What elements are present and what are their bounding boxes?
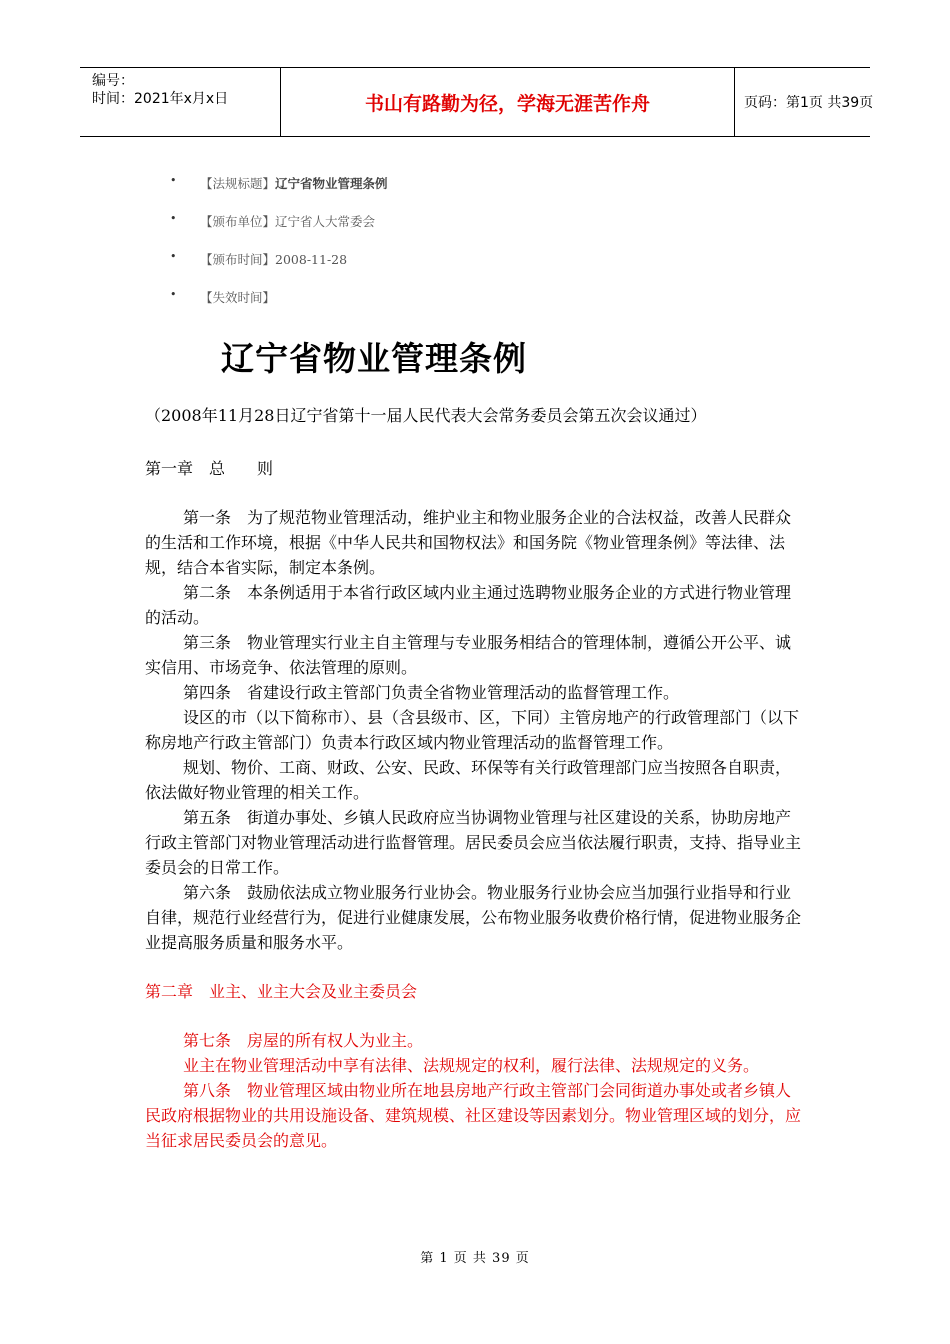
- bullet-icon: •: [170, 174, 177, 187]
- header-slogan: 书山有路勤为径，学海无涯苦作舟: [280, 68, 735, 136]
- bullet-icon: •: [170, 250, 177, 263]
- header-page-code: 页码：第1页 共39页: [744, 95, 874, 111]
- metadata-value: 辽宁省人大常委会: [275, 214, 376, 229]
- article-paragraph: 第三条 物业管理实行业主自主管理与专业服务相结合的管理体制，遵循公开公平、诚实信用、市场竞争、依法管理的原则。: [145, 633, 792, 677]
- bullet-icon: •: [170, 212, 177, 225]
- article-paragraph: 规划、物价、工商、财政、公安、民政、环保等有关行政管理部门应当按照各自职责，依法做好物业管理的相关工作。: [145, 758, 792, 802]
- metadata-value: 2008-11-28: [275, 252, 348, 267]
- metadata-label: 【颁布单位】: [200, 214, 276, 229]
- article-paragraph: 第八条 物业管理区域由物业所在地县房地产行政主管部门会同街道办事处或者乡镇人民政府根据物业的共用设施设备、建筑规模、社区建设等因素划分。物业管理区域的划分，应当征求居民委员会的意见。: [145, 1081, 802, 1150]
- article-paragraph: 设区的市（以下简称市）、县（含县级市、区，下同）主管房地产的行政管理部门（以下称房地产行政主管部门）负责本行政区域内物业管理活动的监督管理工作。: [145, 708, 800, 752]
- article-paragraph: 第一条 为了规范物业管理活动，维护业主和物业服务企业的合法权益，改善人民群众的生活和工作环境，根据《中华人民共和国物权法》和国务院《物业管理条例》等法律、法规，结合本省实际，制定本条例。: [145, 508, 792, 577]
- article-paragraph: 第四条 省建设行政主管部门负责全省物业管理活动的监督管理工作。: [183, 683, 680, 702]
- metadata-label: 【法规标题】: [200, 176, 276, 191]
- header-info: [80, 68, 280, 136]
- article-paragraph: 第五条 街道办事处、乡镇人民政府应当协调物业管理与社区建设的关系，协助房地产行政主管部门对物业管理活动进行监督管理。居民委员会应当依法履行职责，支持、指导业主委员会的日常工作。: [145, 808, 802, 877]
- header-number: 编号：: [92, 73, 134, 89]
- document-body: [145, 403, 805, 1153]
- page-footer: 第 1 页 共 39 页: [420, 1251, 530, 1266]
- article-paragraph: 第七条 房屋的所有权人为业主。: [183, 1031, 424, 1050]
- page-header: [80, 67, 874, 137]
- article-paragraph: 业主在物业管理活动中享有法律、法规规定的权利，履行法律、法规规定的义务。: [183, 1056, 760, 1075]
- chapter-heading: 第二章 业主、业主大会及业主委员会: [145, 982, 418, 1001]
- article-paragraph: 第二条 本条例适用于本省行政区域内业主通过选聘物业服务企业的方式进行物业管理的活动。: [145, 583, 792, 627]
- metadata-label: 【颁布时间】: [200, 252, 276, 267]
- header-time: 时间：2021年x月x日: [92, 91, 229, 107]
- bullet-icon: •: [170, 288, 177, 301]
- article-paragraph: 第六条 鼓励依法成立物业服务行业协会。物业服务行业协会应当加强行业指导和行业自律，规范行业经营行为，促进行业健康发展，公布物业服务收费价格行情，促进物业服务企业提高服务质量和服务水平。: [145, 883, 802, 952]
- metadata-value: 辽宁省物业管理条例: [275, 176, 388, 191]
- adoption-note: （2008年11月28日辽宁省第十一届人民代表大会常务委员会第五次会议通过）: [145, 406, 707, 425]
- metadata-label: 【失效时间】: [200, 290, 276, 305]
- chapter-heading: 第一章 总 则: [145, 459, 274, 478]
- document-title: 辽宁省物业管理条例: [221, 339, 527, 378]
